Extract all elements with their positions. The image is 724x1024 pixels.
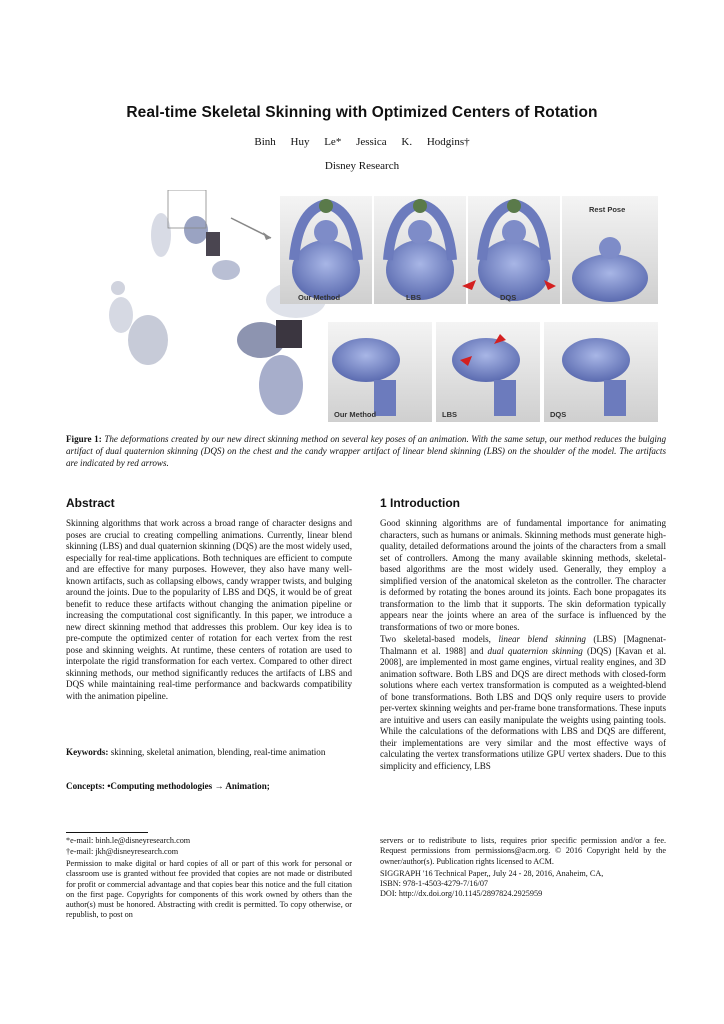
keywords: [66, 747, 352, 759]
concepts: [66, 781, 352, 793]
doi: DOI: http://dx.doi.org/10.1145/2897824.2925959: [380, 889, 543, 898]
introduction-heading: 1 Introduction: [380, 496, 460, 510]
caption-text: The deformations created by our new direct skinning method on several key poses of an animation. With the same setup, our method reduces the bulging artifact of dual quaternion skinning (DQS) on the chest and the candy wrapper artifact of linear blend skinning (LBS) on the shoulder of the model. The artifacts are indicated by red arrows.: [66, 434, 666, 468]
authors: [0, 136, 724, 148]
affiliation: Disney Research: [324, 160, 400, 172]
bottom-panel-lbs: [436, 322, 540, 422]
venue: SIGGRAPH '16 Technical Paper,, July 24 - 28, 2016, Anaheim, CA,: [380, 869, 604, 878]
paper-title: Real-time Skeletal Skinning with Optimized Centers of Rotation: [126, 104, 598, 121]
top-panel-dqs: [462, 196, 560, 304]
label-our-method-bottom: Our Method: [334, 410, 377, 419]
footnote-email-2: †e-mail: jkh@disneyresearch.com: [66, 847, 179, 856]
footnote-rule: [66, 832, 148, 833]
keywords-text: skinning, skeletal animation, blending, real-time animation: [110, 747, 326, 757]
caption-label: Figure 1:: [66, 434, 102, 444]
intro-p2-b: (LBS) [Magnenat-Thalmann et al. 1988] and: [380, 634, 666, 656]
permission-notice: Permission to make digital or hard copies of all or part of this work for personal or classroom use is granted without fee provided that copies are not made or distributed for profit or commercial advantage and that copies bear this notice and the full citation on the first page. Copyrights for components of this work owned by others than the author(s) must be honored. Abstracting with credit is permitted. To copy otherwise, or republish, to post on: [66, 859, 352, 920]
top-panel-our-method: [280, 196, 372, 304]
intro-paragraph-2: [380, 634, 666, 772]
intro-p2-dqs: dual quaternion skinning: [487, 645, 583, 656]
isbn: ISBN: 978-1-4503-4279-7/16/07: [380, 879, 489, 888]
author-1: Binh Huy Le*: [254, 136, 342, 148]
label-lbs-top: LBS: [406, 293, 421, 302]
label-lbs-bottom: LBS: [442, 410, 457, 419]
bottom-panel-our-method: [328, 322, 432, 422]
teaser-figure: [66, 190, 666, 430]
label-dqs-bottom: DQS: [550, 410, 567, 419]
intro-p2-c: (DQS) [Kavan et al. 2008], are implemented in most game engines, virtual reality engines, and 3D animation software. Both LBS and DQS are direct methods with closed-form solutions where each vertex transformation is computed as a weighted-blend of bone transformations. Both LBS and DQS only require users to provide per-vertex skinning weights and per-frame bone transformations. These inputs are intuitive and users can easily manipulate the weights using painting tools. While the calculations of the deformations with LBS and DQS are different, their implementations are very similar and the most effective ways of calculating the vertex transformations utilize GPU vertex shaders. Due to this simplicity and efficiency, LBS: [380, 645, 666, 771]
abstract-heading: Abstract: [66, 496, 115, 510]
author-2: Jessica K. Hodgins†: [356, 136, 470, 148]
top-panel-lbs: [374, 196, 466, 304]
label-our-method-top: Our Method: [298, 293, 341, 302]
intro-paragraph-1: Good skinning algorithms are of fundamental importance for animating characters, such as humans or animals. Skinning methods must generate high-quality, detailed deformations around the joints of the characters from a small set of controllers. Among the many available skinning methods, skeletal-based algorithms are the most widely used. Generally, they employ a simplified version of the anatomical skeleton as the controller. The character is deformed by rotating the bones around its joints. Each bone propagates its transformation to the limb that it supports. The skin deformation typically appears near the joints where an area of the surface is influenced by the transformations of two or more bones.: [380, 518, 666, 632]
keywords-label: Keywords:: [66, 747, 109, 757]
figure-caption: [66, 433, 666, 469]
label-dqs-top: DQS: [500, 293, 517, 302]
abstract-body: Skinning algorithms that work across a broad range of character designs and poses are crucial to creating compelling animations. Currently, linear blend skinning (LBS) and dual quaternion skinning (DQS) are the most widely used, especially for real-time applications. Both techniques are efficient to compute and are effective for many purposes. However, they also have many well-known artifacts, such as collapsing elbows, candy wrapper twists, and bulging around the joints. Due to the popularity of LBS and DQS, it would be of great benefit to reduce these artifacts without changing the animation pipeline or increasing the computational cost significantly. In this paper, we introduce a new direct skinning method that addresses this problem. Our key idea is to pre-compute the optimized center of rotation for each vertex from the rest pose and skinning weights. At runtime, these centers of rotation are used to interpolate the rigid transformation for each vertex. Compared to other direct skinning methods, our method significantly reduces the artifacts of LBS and DQS while maintaining real-time performance and backwards compatibility with the animation pipeline.: [66, 518, 352, 701]
concepts-label: Concepts:: [66, 781, 105, 791]
footnote-email-1: *e-mail: binh.le@disneyresearch.com: [66, 836, 191, 845]
bottom-panel-dqs: [544, 322, 658, 422]
permission-notice-cont: servers or to redistribute to lists, requires prior specific permission and/or a fee. Request permissions from permissions@acm.org. © 2016 Copyright held by the owner/author(s). Publication rights licensed to ACM.: [380, 836, 666, 866]
intro-p2-lbs: linear blend skinning: [498, 634, 586, 644]
concepts-text: •Computing methodologies → Animation;: [107, 781, 270, 791]
intro-p2-a: Two skeletal-based models,: [380, 634, 499, 644]
label-rest-pose: Rest Pose: [589, 205, 626, 214]
